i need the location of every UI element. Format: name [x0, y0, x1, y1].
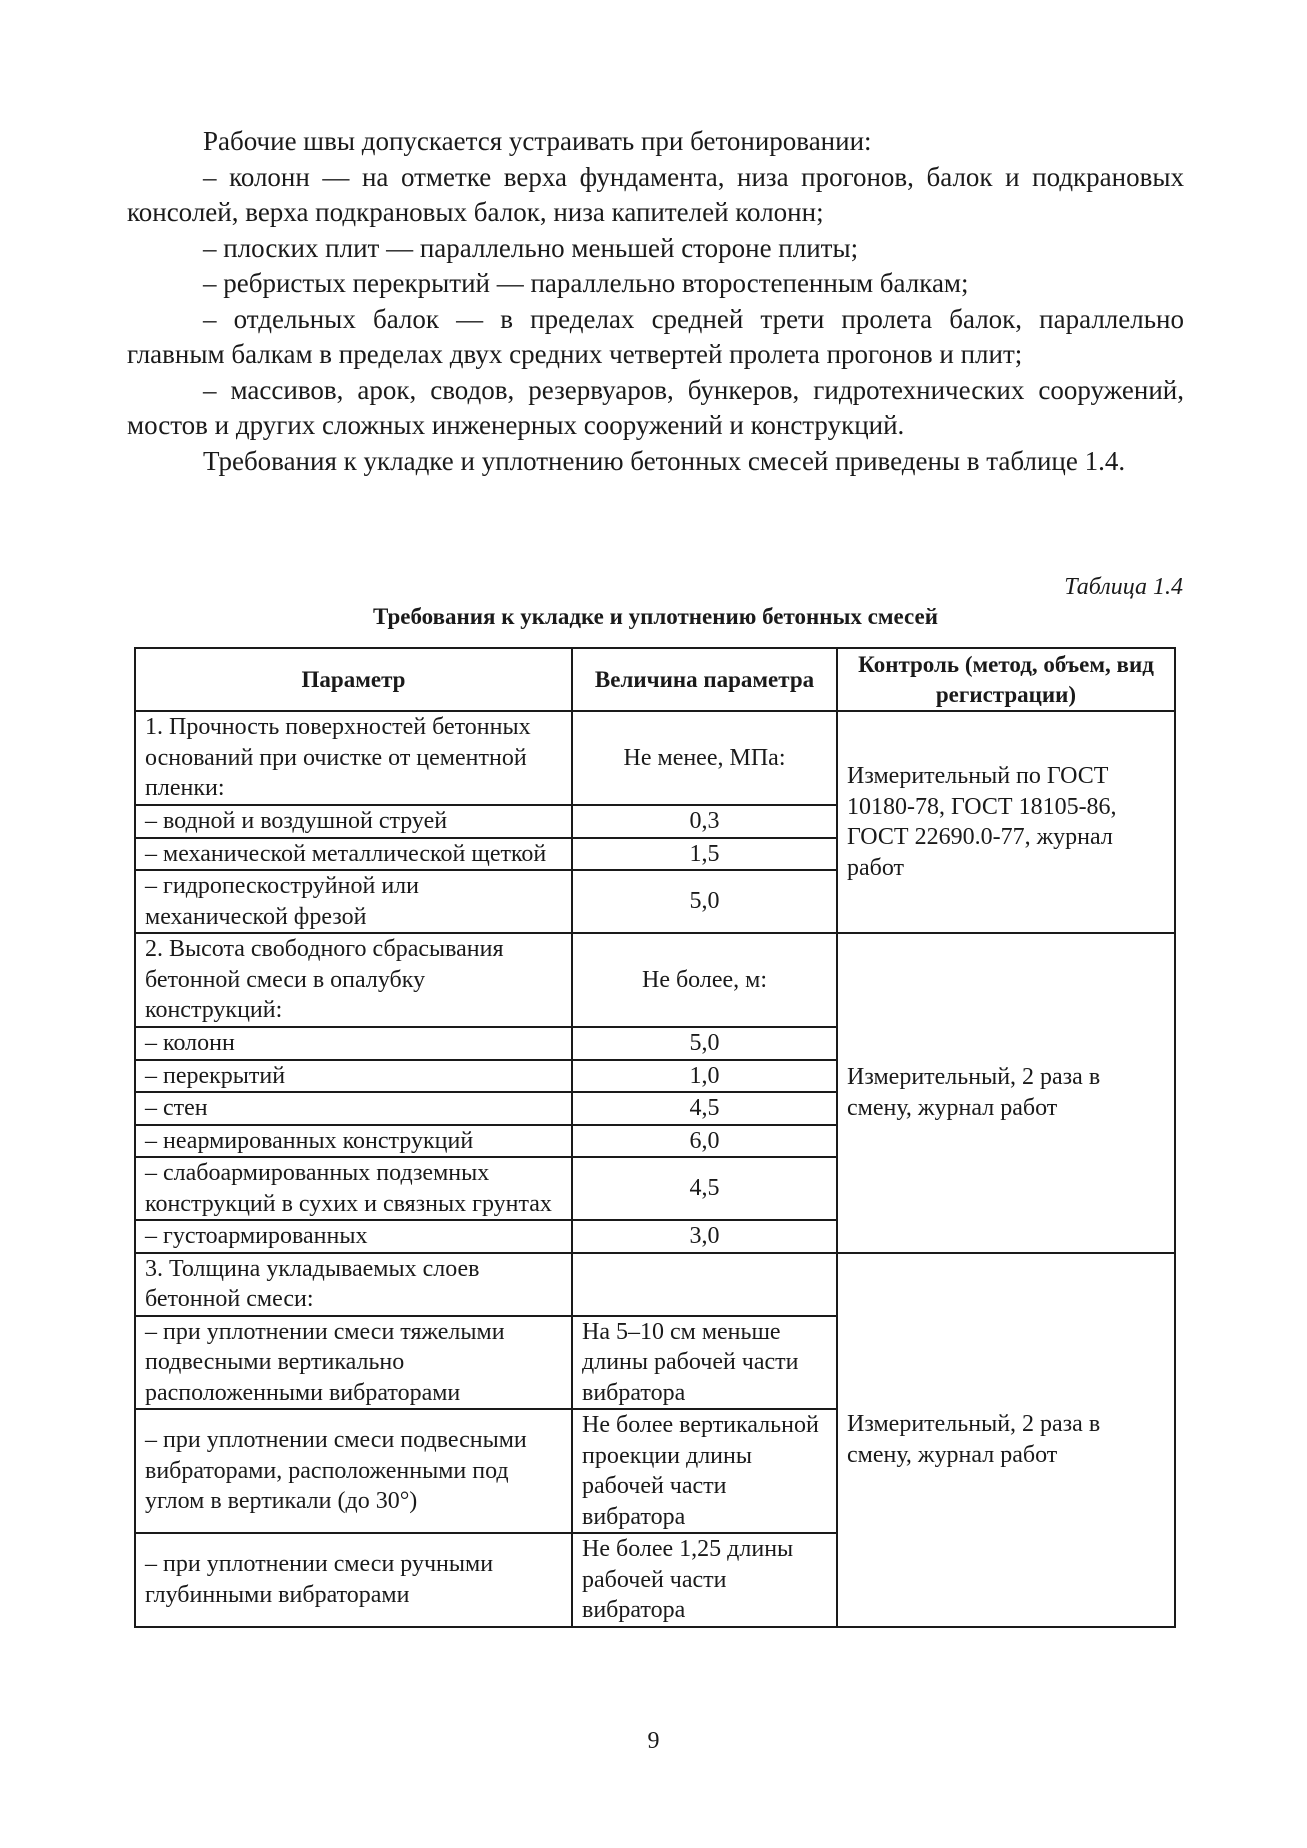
value-cell: 4,5	[572, 1092, 837, 1125]
value-cell: 6,0	[572, 1125, 837, 1158]
table-header-row	[135, 648, 1175, 711]
param-cell: – стен	[135, 1092, 572, 1125]
value-cell: 5,0	[572, 870, 837, 933]
section2-title: 2. Высота свободного сбрасывания бетонной смеси в опалубку конструкций:	[135, 933, 572, 1027]
value-cell: 1,0	[572, 1060, 837, 1093]
section2-control: Измерительный, 2 раза в смену, журнал работ	[837, 933, 1175, 1253]
value-cell: 4,5	[572, 1157, 837, 1220]
value-cell: 1,5	[572, 838, 837, 871]
table-title: Требования к укладке и уплотнению бетонных смесей	[372, 604, 938, 629]
header-value: Величина параметра	[572, 648, 837, 711]
body-text	[127, 124, 1184, 479]
value-cell: 3,0	[572, 1220, 837, 1253]
param-cell: – при уплотнении смеси подвесными вибраторами, расположенными под углом в вертикали (до 30°)	[135, 1409, 572, 1533]
param-cell: – механической металлической щеткой	[135, 838, 572, 871]
header-control: Контроль (метод, объем, вид регистрации)	[837, 648, 1175, 711]
section3-control: Измерительный, 2 раза в смену, журнал работ	[837, 1253, 1175, 1627]
section2-unit: Не более, м:	[572, 933, 837, 1027]
section1-unit: Не менее, МПа:	[572, 711, 837, 805]
table-row	[135, 711, 1175, 805]
header-param: Параметр	[135, 648, 572, 711]
value-cell: Не более 1,25 длины рабочей части вибратора	[572, 1533, 837, 1627]
list-item-massifs: – массивов, арок, сводов, резервуаров, бункеров, гидротехнических сооружений, мостов и других сложных инженерных сооружений и конструкций.	[127, 374, 1184, 440]
page-number: 9	[647, 1728, 660, 1754]
table-row	[135, 1253, 1175, 1316]
list-item-flat-slabs: – плоских плит — параллельно меньшей стороне плиты;	[203, 232, 859, 263]
section1-control: Измерительный по ГОСТ 10180-78, ГОСТ 18105-86, ГОСТ 22690.0-77, журнал работ	[837, 711, 1175, 933]
table-label: Таблица 1.4	[1064, 574, 1183, 600]
param-cell: – колонн	[135, 1027, 572, 1060]
param-cell: – слабоармированных подземных конструкций в сухих и связных грунтах	[135, 1157, 572, 1220]
paragraph-intro: Рабочие швы допускается устраивать при бетонировании:	[203, 126, 872, 156]
list-item-ribbed-floors: – ребристых перекрытий — параллельно второстепенным балкам;	[203, 268, 969, 298]
paragraph-outro: Требования к укладке и уплотнению бетонных смесей приведены в таблице 1.4.	[203, 445, 1126, 476]
param-cell: – перекрытий	[135, 1060, 572, 1093]
list-item-separate-beams: – отдельных балок — в пределах средней трети пролета балок, параллельно главным балкам в пределах двух средних четвертей пролета прогонов и плит;	[127, 303, 1184, 369]
param-cell: – гидропескоструйной или механической фрезой	[135, 870, 572, 933]
value-cell: На 5–10 см меньше длины рабочей части вибратора	[572, 1316, 837, 1410]
value-cell: Не более вертикальной проекции длины рабочей части вибратора	[572, 1409, 837, 1533]
value-cell: 5,0	[572, 1027, 837, 1060]
param-cell: – при уплотнении смеси тяжелыми подвесными вертикально расположенными вибраторами	[135, 1316, 572, 1410]
param-cell: – водной и воздушной струей	[135, 805, 572, 838]
value-cell: 0,3	[572, 805, 837, 838]
requirements-table	[134, 647, 1176, 1628]
table-row	[135, 933, 1175, 1027]
param-cell: – при уплотнении смеси ручными глубинными вибраторами	[135, 1533, 572, 1627]
section3-title: 3. Толщина укладываемых слоев бетонной смеси:	[135, 1253, 572, 1316]
param-cell: – густоармированных	[135, 1220, 572, 1253]
param-cell: – неармированных конструкций	[135, 1125, 572, 1158]
section3-empty-value	[572, 1253, 837, 1316]
list-item-columns: – колонн — на отметке верха фундамента, низа прогонов, балок и подкрановых консолей, верха подкрановых балок, низа капителей колонн;	[127, 161, 1184, 227]
section1-title: 1. Прочность поверхностей бетонных оснований при очистке от цементной пленки:	[135, 711, 572, 805]
